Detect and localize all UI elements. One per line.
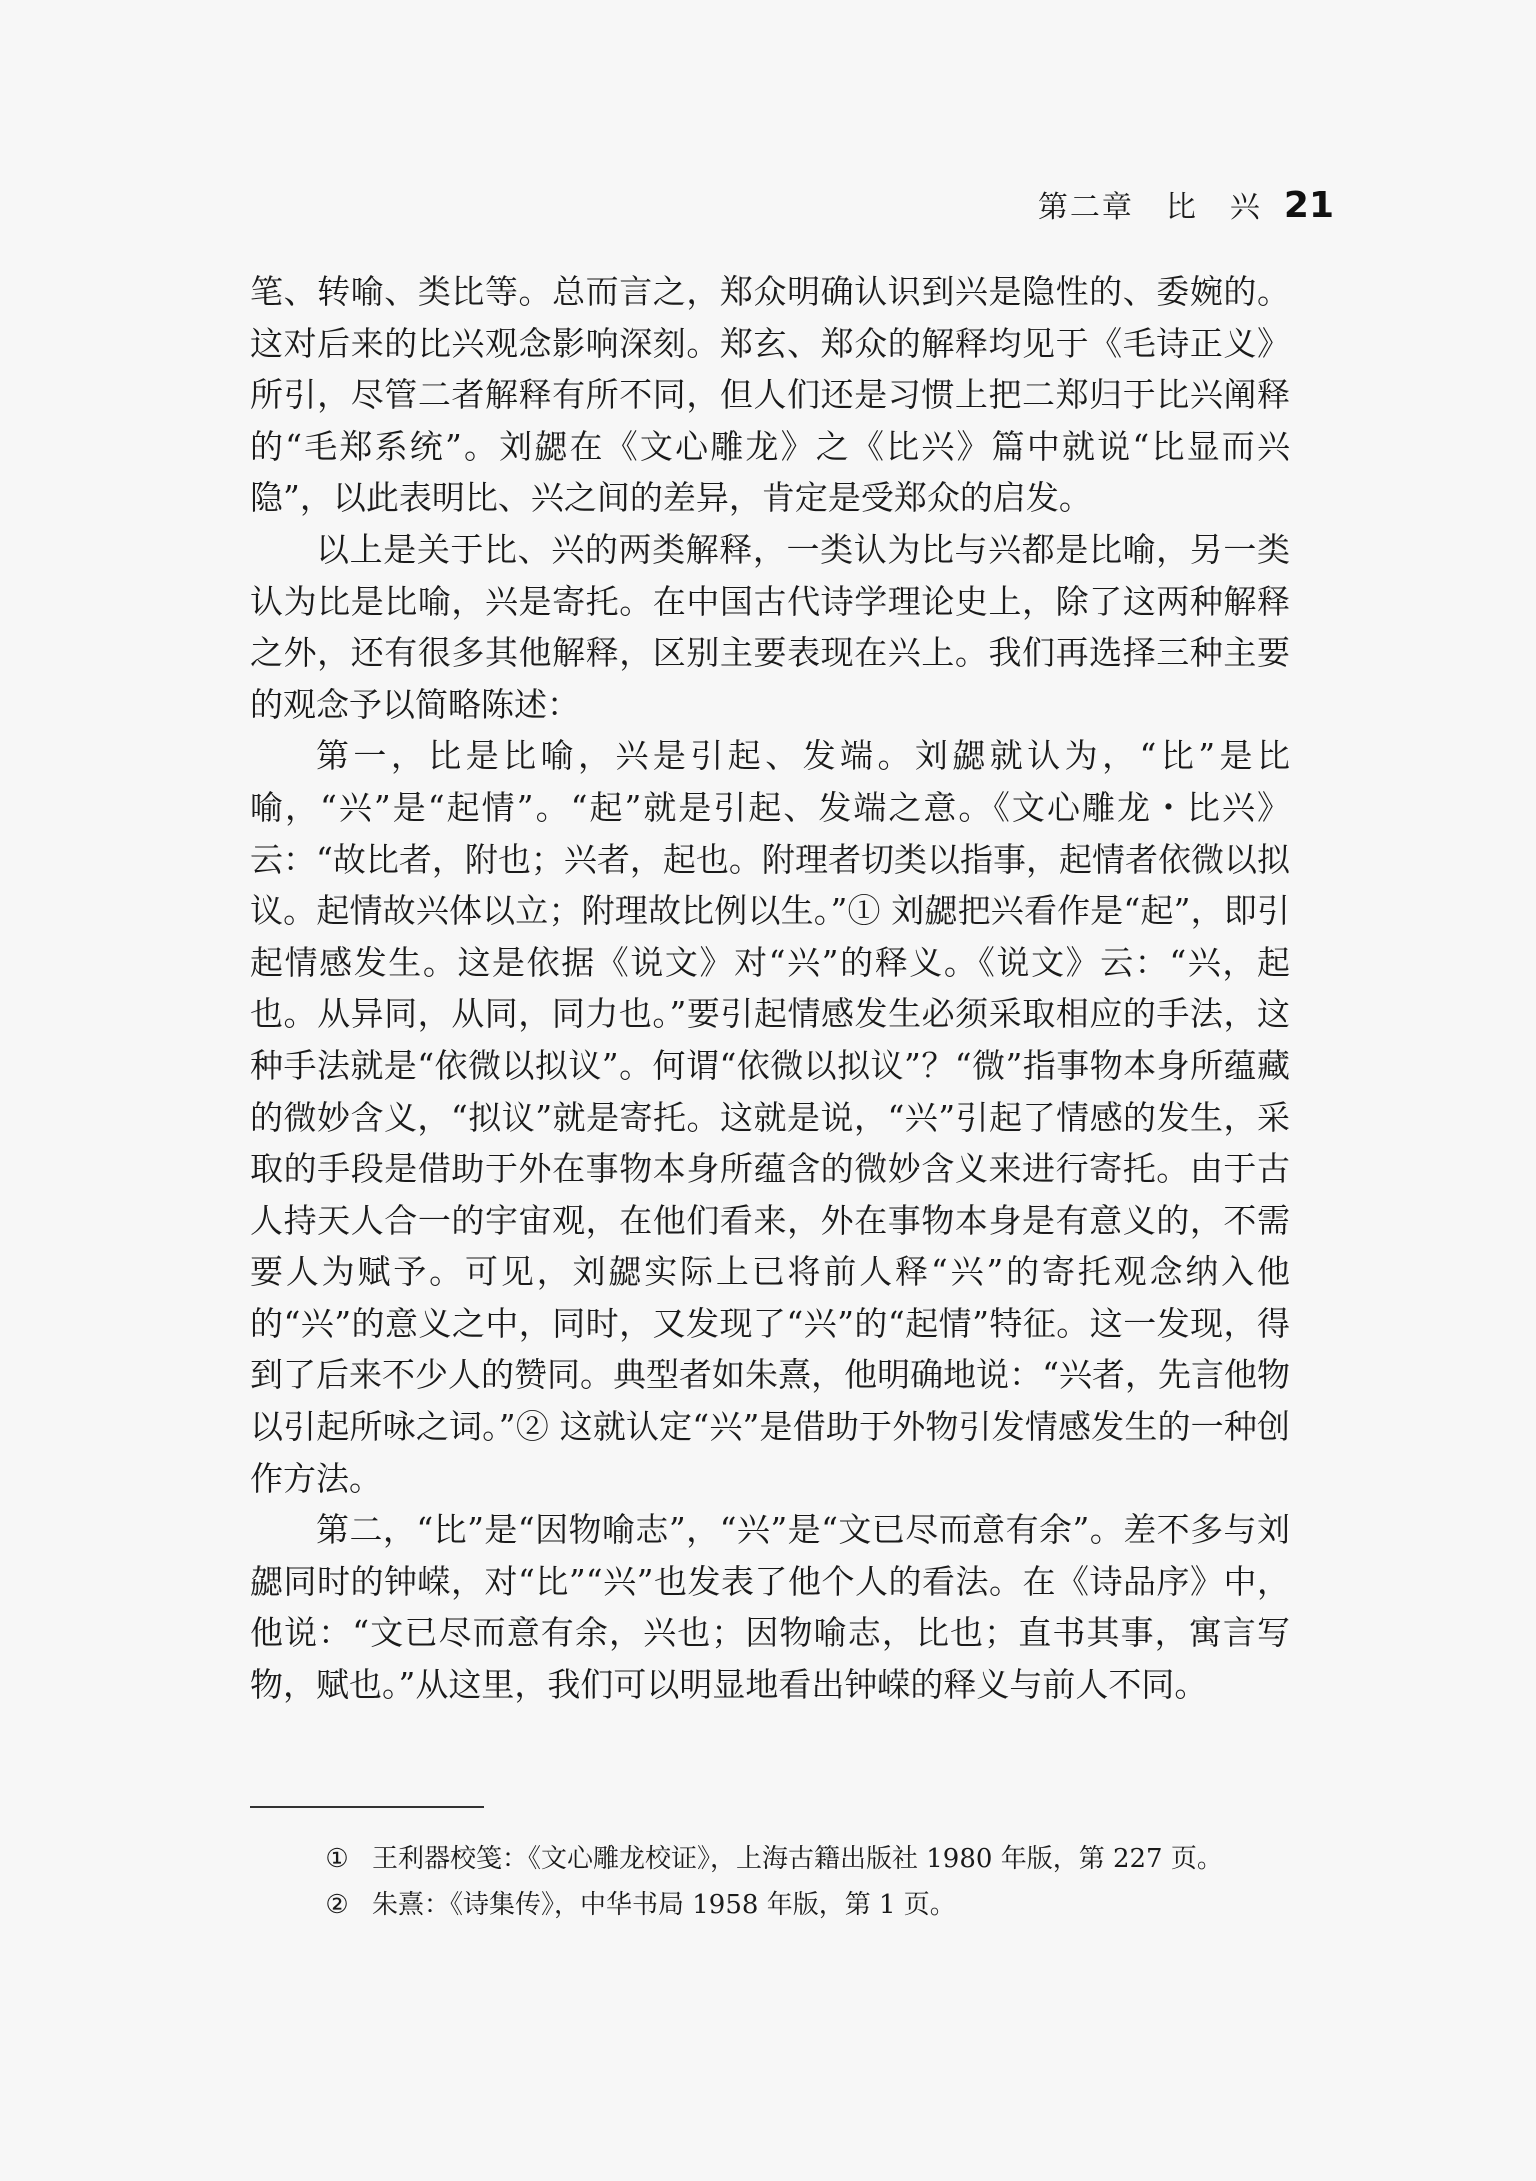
running-header [1038, 182, 1334, 232]
footnotes [320, 1836, 1280, 1928]
paragraph: 第二，“比”是“因物喻志”，“兴”是“文已尽而意有余”。差不多与刘勰同时的钟嵘，对“比”“兴”也发表了他个人的看法。在《诗品序》中，他说：“文已尽而意有余，兴也；因物喻志，比也；直书其事，寓言写物，赋也。”从这里，我们可以明显地看出钟嵘的释义与前人不同。 [250, 1510, 1290, 1705]
chapter-title: 第二章 比 兴 [1037, 190, 1262, 225]
page-number: 21 [1283, 185, 1334, 226]
body-text [250, 266, 1290, 1711]
paragraph: 笔、转喻、类比等。总而言之，郑众明确认识到兴是隐性的、委婉的。这对后来的比兴观念影响深刻。郑玄、郑众的解释均见于《毛诗正义》所引，尽管二者解释有所不同，但人们还是习惯上把二郑归于比兴阐释的“毛郑系统”。刘勰在《文心雕龙》之《比兴》篇中就说“比显而兴隐”，以此表明比、兴之间的差异，肯定是受郑众的启发。 [250, 272, 1290, 518]
footnote-marker: ① [325, 1844, 349, 1874]
footnote-text: 朱熹：《诗集传》，中华书局 1958 年版，第 1 页。 [372, 1890, 956, 1920]
paragraph: 第一，比是比喻，兴是引起、发端。刘勰就认为，“比”是比喻，“兴”是“起情”。“起”就是引起、发端之意。《文心雕龙・比兴》云：“故比者，附也；兴者，起也。附理者切类以指事，起情者依微以拟议。起情故兴体以立；附理故比例以生。”① 刘勰把兴看作是“起”，即引起情感发生。这是依据《说文》对“兴”的释义。《说文》云：“兴，起也。从异同，从同，同力也。”要引起情感发生必须采取相应的手法，这种手法就是“依微以拟议”。何谓“依微以拟议”？“微”指事物本身所蕴藏的微妙含义，“拟议”就是寄托。这就是说，“兴”引起了情感的发生，采取的手段是借助于外在事物本身所蕴含的微妙含义来进行寄托。由于古人持天人合一的宇宙观，在他们看来，外在事物本身是有意义的，不需要人为赋予。可见，刘勰实际上已将前人释“兴”的寄托观念纳入他的“兴”的意义之中，同时，又发现了“兴”的“起情”特征。这一发现，得到了后来不少人的赞同。典型者如朱熹，他明确地说：“兴者，先言他物以引起所咏之词。”② 这就认定“兴”是借助于外物引发情感发生的一种创作方法。 [250, 736, 1290, 1498]
footnote-divider [250, 1806, 484, 1808]
footnote [320, 1882, 1280, 1928]
footnote [320, 1836, 1280, 1882]
footnote-text: 王利器校笺：《文心雕龙校证》，上海古籍出版社 1980 年版，第 227 页。 [372, 1844, 1223, 1874]
paragraph: 以上是关于比、兴的两类解释，一类认为比与兴都是比喻，另一类认为比是比喻，兴是寄托。在中国古代诗学理论史上，除了这两种解释之外，还有很多其他解释，区别主要表现在兴上。我们再选择三种主要的观念予以简略陈述： [250, 529, 1290, 724]
footnote-marker: ② [325, 1890, 349, 1920]
